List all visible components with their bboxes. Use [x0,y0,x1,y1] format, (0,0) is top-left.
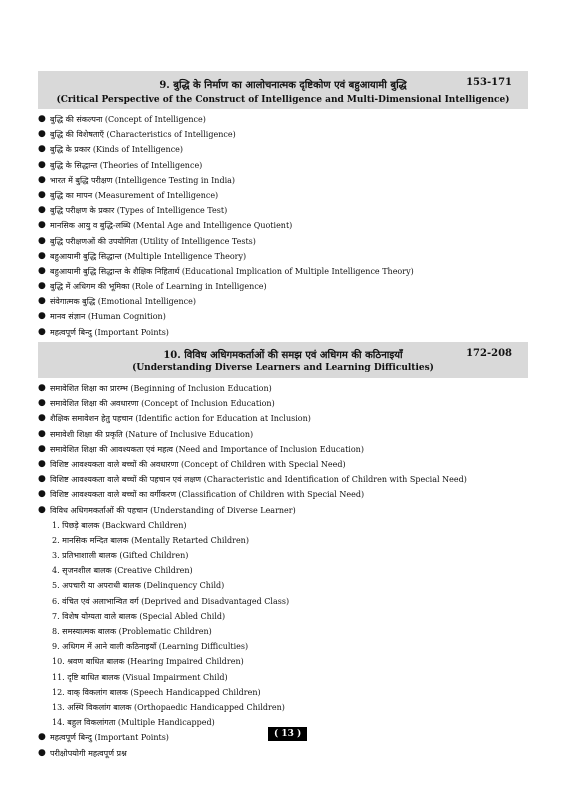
bullet-icon: ● [38,732,46,743]
bullet-icon: ● [38,296,46,307]
list-item: ● बुद्धि में अधिगम की भूमिका (Role of Learning in Intelligence) [38,279,538,294]
list-item: ● महत्वपूर्ण बिन्दु (Important Points) [38,730,538,745]
chapter-9-topic-list [38,112,538,355]
list-item: ● मानव संज्ञान (Human Cognition) [38,309,538,324]
bullet-icon: ● [38,458,46,469]
list-item: ● बुद्धि के प्रकार (Kinds of Intelligence) [38,142,538,157]
bullet-icon: ● [38,489,46,500]
bullet-icon: ● [38,747,46,758]
bullet-icon: ● [38,413,46,424]
sublist-item: 3. प्रतिभाशाली बालक (Gifted Children) [52,551,189,561]
sublist-item: 13. अस्थि विकलांग बालक (Orthopaedic Handicapped Children) [52,702,285,712]
list-item: ● बुद्धि के सिद्धान्त (Theories of Intelligence) [38,158,538,173]
bullet-icon: ● [38,159,46,170]
bullet-icon: ● [38,174,46,185]
bullet-icon: ● [38,235,46,246]
sublist-item: 10. श्रवण बाधित बालक (Hearing Impaired Children) [52,657,244,667]
list-item: ● संवेगात्मक बुद्धि (Emotional Intelligence) [38,294,538,309]
bullet-icon: ● [38,281,46,292]
bullet-icon: ● [38,114,46,124]
list-item: ● बुद्धि का मापन (Measurement of Intelligence) [38,188,538,203]
bullet-icon: ● [38,129,46,140]
sublist-item: 5. अपचारी या अपराधी बालक (Delinquency Child) [52,581,225,591]
list-item: ● समावेशित शिक्षा की अवधारणा (Concept of Inclusion Education) [38,396,538,411]
sublist-item: 4. सृजनशील बालक (Creative Children) [52,566,193,576]
list-item: ● विशिष्ट आवश्यकता वाले बच्चों की पहचान एवं लक्षण (Characteristic and Identification of Children with Special Need) [38,472,538,487]
list-item: ● समावेशित शिक्षा का प्रारम्भ (Beginning of Inclusion Education) [38,381,538,396]
chapter-10-pages: 172-208 [466,348,512,359]
list-item: ● समावेशी शिक्षा की प्रकृति (Nature of Inclusive Education) [38,427,538,442]
sublist-item: 14. बहुल विकलांगता (Multiple Handicapped) [52,718,215,728]
bullet-icon: ● [38,205,46,216]
sublist-item: 12. वाक् विकलांग बालक (Speech Handicapped Children) [52,687,261,697]
sublist-item: 7. विशेष योग्यता वाले बालक (Special Abled Child) [52,611,226,621]
list-item: ● बुद्धि परीक्षणओं की उपयोगिता (Utility of Intelligence Tests) [38,234,538,249]
list-item: ● बहुआयामी बुद्धि सिद्धान्त (Multiple Intelligence Theory) [38,249,538,264]
bullet-icon: ● [38,443,46,454]
bullet-icon: ● [38,265,46,276]
chapter-10-header [38,342,528,378]
sublist-item: 6. वंचित एवं अलाभान्वित वर्ग (Deprived and Disadvantaged Class) [52,596,290,606]
list-item: ● परीक्षोपयोगी महत्वपूर्ण प्रश्न [38,746,538,761]
sublist-item: 2. मानसिक मन्दित बालक (Mentally Retarted Children) [52,535,249,545]
sublist-item: 11. दृष्टि बाधित बालक (Visual Impairment Child) [52,672,228,682]
bullet-icon: ● [38,504,46,515]
bullet-icon: ● [38,326,46,337]
bullet-icon: ● [38,428,46,439]
list-item: ● मानसिक आयु व बुद्धि-लब्धि (Mental Age and Intelligence Quotient) [38,218,538,233]
chapter-9-pages: 153-171 [466,77,512,88]
bullet-icon: ● [38,144,46,155]
chapter-9-header [38,71,528,109]
chapter-10-subtitle: (Understanding Diverse Learners and Learning Difficulties) [132,363,434,373]
chapter-9-title: 9. बुद्धि के निर्माण का आलोचनात्मक दृष्टिकोण एवं बहुआयामी बुद्धि [159,80,407,91]
list-item: ● भारत में बुद्धि परीक्षण (Intelligence Testing in India) [38,173,538,188]
bullet-icon: ● [38,311,46,322]
bullet-icon: ● [38,398,46,409]
list-item: ● बहुआयामी बुद्धि सिद्धान्त के शैक्षिक निहितार्थ (Educational Implication of Multiple Intelligence Theory) [38,264,538,279]
list-item: ● महत्वपूर्ण बिन्दु (Important Points) [38,325,538,340]
chapter-10-title: 10. विविध अधिगमकर्ताओं की समझ एवं अधिगम की कठिनाइयाँ [163,350,403,361]
list-item: ● विशिष्ट आवश्यकता वाले बच्चों का वर्गीकरण (Classification of Children with Special Need) [38,487,538,502]
bullet-icon: ● [38,220,46,231]
list-item: ● विशिष्ट आवश्यकता वाले बच्चों की अवधारणा (Concept of Children with Special Need) [38,457,538,472]
list-item: ● बुद्धि परीक्षण के प्रकार (Types of Intelligence Test) [38,203,538,218]
bullet-icon: ● [38,250,46,261]
numbered-sublist-container [38,518,538,731]
sublist-item: 1. पिछड़े बालक (Backward Children) [52,520,187,530]
list-item: ● बुद्धि की संकल्पना (Concept of Intelligence) [38,112,538,127]
sublist-item: 9. अधिगम में आने वाली कठिनाइयाँ (Learning Difficulties) [52,642,249,652]
chapter-10-topic-list [38,381,538,761]
diverse-learners-sublist [38,518,538,731]
list-item: ● विविध अधिगमकर्ताओं की पहचान (Understanding of Diverse Learner) [38,503,538,518]
bullet-icon: ● [38,474,46,485]
bullet-icon: ● [38,383,46,393]
list-item: ● समावेशित शिक्षा की आवश्यकता एवं महत्व (Need and Importance of Inclusion Education) [38,442,538,457]
sublist-item: 8. समस्यात्मक बालक (Problematic Children) [52,627,212,636]
chapter-9-subtitle: (Critical Perspective of the Construct of Intelligence and Multi-Dimensional Intelligence) [56,95,510,105]
page-number: ( 13 ) [268,727,307,741]
bullet-icon: ● [38,189,46,200]
list-item: ● बुद्धि की विशेषताएँ (Characteristics of Intelligence) [38,127,538,142]
list-item: ● शैक्षिक समावेशन हेतु पहचान (Identific action for Education at Inclusion) [38,411,538,426]
